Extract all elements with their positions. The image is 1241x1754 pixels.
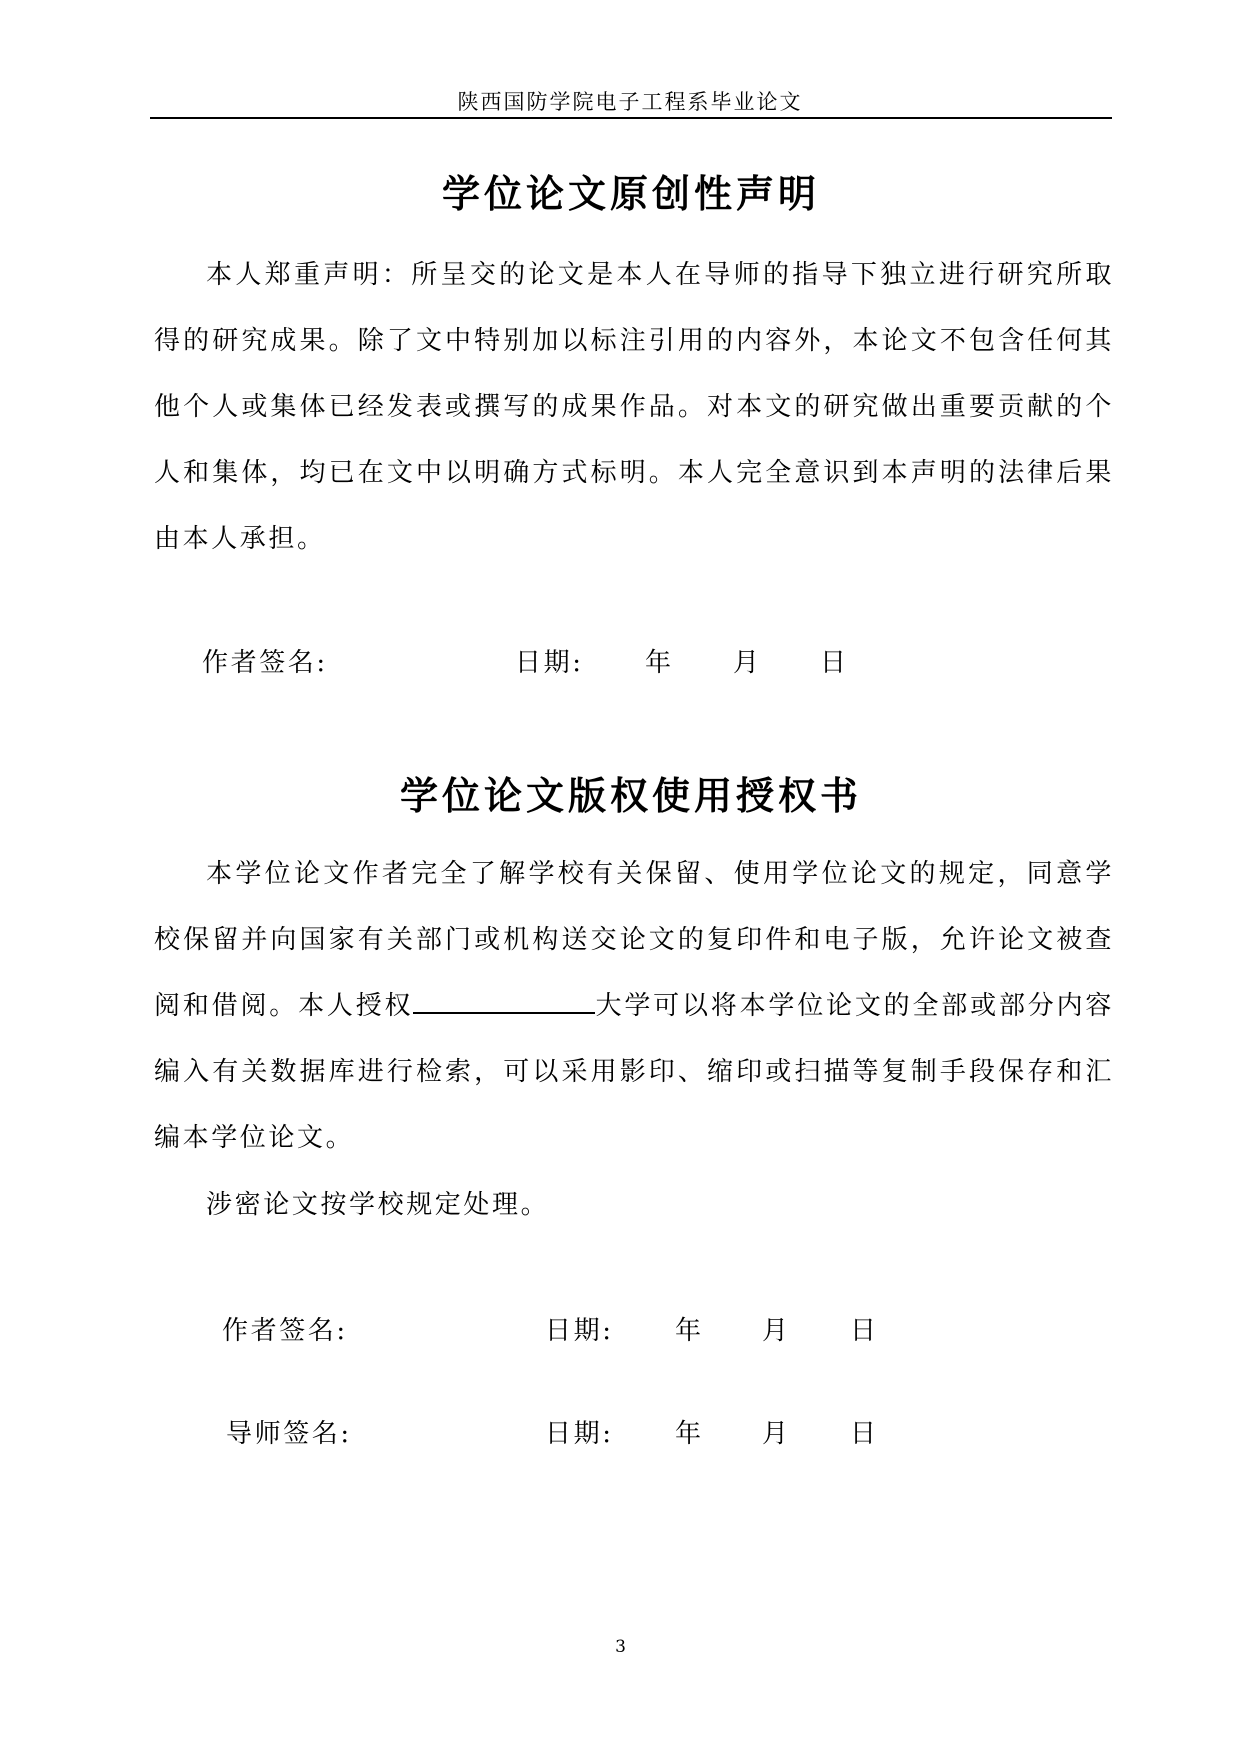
year-label: 年	[675, 1316, 704, 1346]
month-label: 月	[762, 1419, 791, 1449]
day-label: 日	[850, 1316, 879, 1346]
declaration-body: 本人郑重声明：所呈交的论文是本人在导师的指导下独立进行研究所取得的研究成果。除了文中特别加以标注引用的内容外，本论文不包含任何其他个人或集体已经发表或撰写的成果作品。对本文的研究做出重要贡献的个人和集体，均已在文中以明确方式标明。本人完全意识到本声明的法律后果由本人承担。	[154, 260, 1114, 554]
classified-note: 涉密论文按学校规定处理。	[206, 1190, 550, 1220]
authorization-body	[154, 841, 1114, 1171]
header-divider	[150, 117, 1112, 119]
date-label: 日期:	[545, 1419, 614, 1449]
month-label: 月	[733, 648, 762, 678]
advisor-signature-label: 导师签名:	[226, 1419, 352, 1449]
page-number: 3	[615, 1637, 626, 1657]
date-label: 日期:	[545, 1316, 614, 1346]
running-header: 陕西国防学院电子工程系毕业论文	[457, 90, 803, 114]
authorization-body-part2: 大学可以将本学位论文的全部或部分内容编入有关数据库进行检索，可以采用影印、缩印或扫描等复制手段保存和汇编本学位论文。	[154, 991, 1114, 1153]
date-label: 日期:	[515, 648, 584, 678]
year-label: 年	[675, 1419, 704, 1449]
advisor-signature-row	[0, 1413, 1241, 1453]
day-label: 日	[850, 1419, 879, 1449]
year-label: 年	[645, 648, 674, 678]
university-name-blank	[413, 990, 595, 1014]
authorization-title: 学位论文版权使用授权书	[399, 774, 862, 818]
author-signature-label: 作者签名:	[202, 648, 328, 678]
declaration-title: 学位论文原创性声明	[441, 172, 820, 216]
authorization-body-part1: 本学位论文作者完全了解学校有关保留、使用学位论文的规定，同意学校保留并向国家有关部门或机构送交论文的复印件和电子版，允许论文被查阅和借阅。本人授权	[154, 859, 1114, 1021]
day-label: 日	[820, 648, 849, 678]
author-signature-row	[0, 1310, 1241, 1350]
declaration-signature-row	[0, 642, 1241, 682]
month-label: 月	[762, 1316, 791, 1346]
author-signature-label: 作者签名:	[222, 1316, 348, 1346]
